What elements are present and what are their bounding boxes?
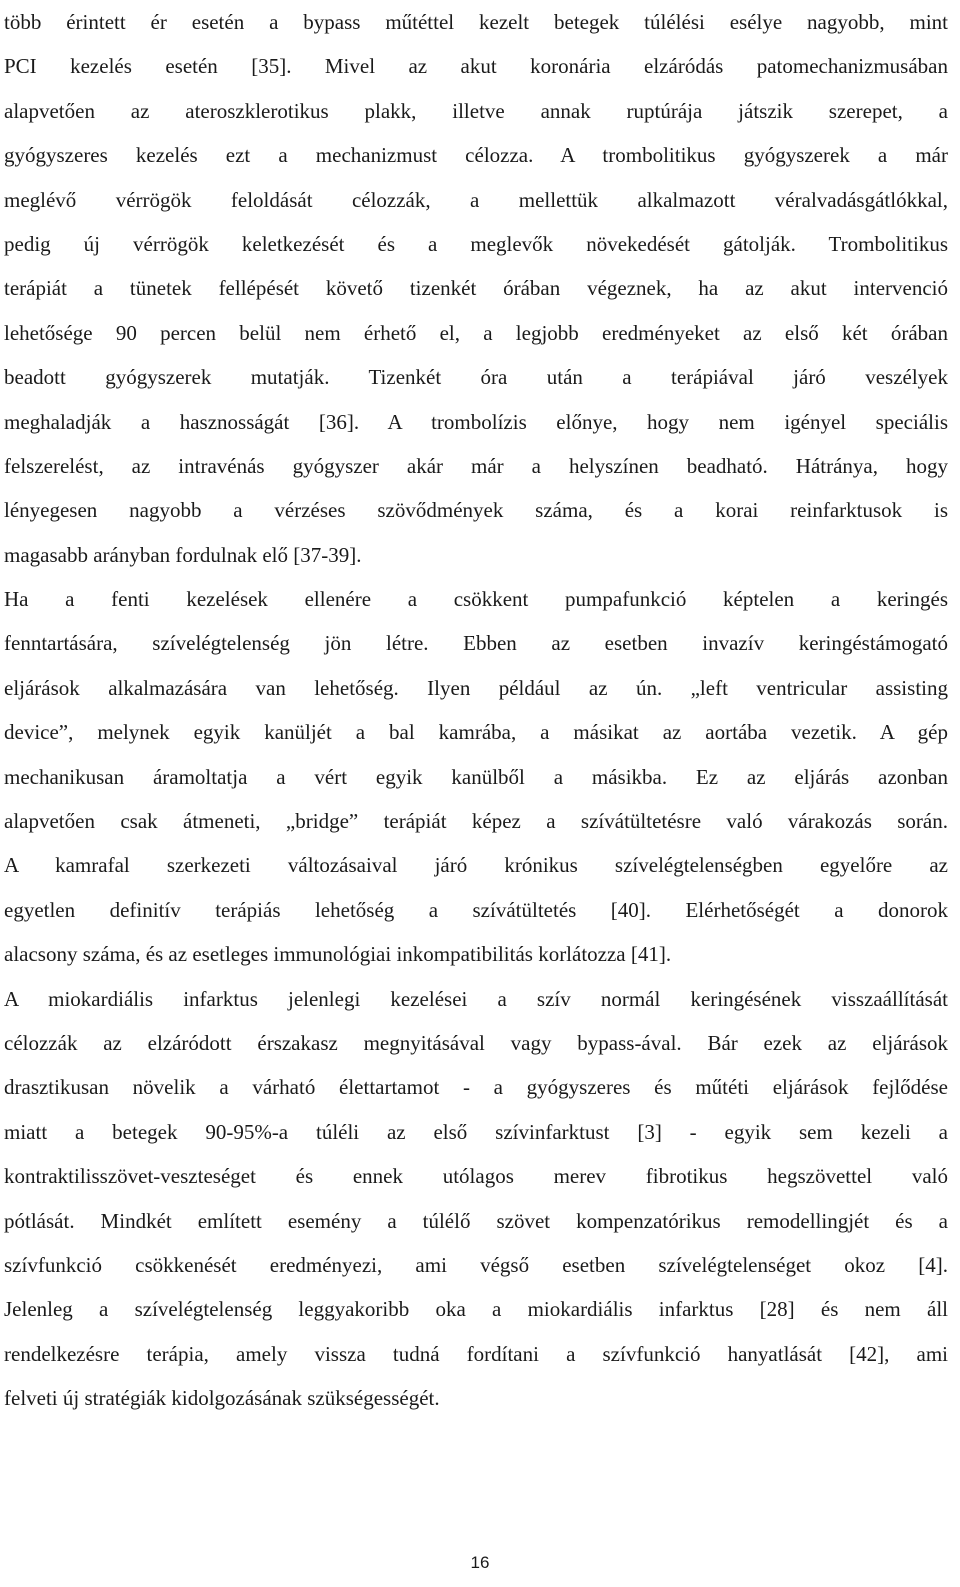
text-line: Jelenleg a szívelégtelenség leggyakoribb oka a miokardiális infarktus [28] és nem áll xyxy=(4,1297,948,1322)
text-line: drasztikusan növelik a várható élettartamot - a gyógyszeres és műtéti eljárások fejlődése xyxy=(4,1075,948,1100)
text-line: meglévő vérrögök feloldását célozzák, a mellettük alkalmazott véralvadásgátlókkal, xyxy=(4,187,948,212)
paragraph xyxy=(4,577,948,977)
text-line: magasabb arányban fordulnak elő [37-39]. xyxy=(4,542,362,567)
text-line: felveti új stratégiák kidolgozásának szükségességét. xyxy=(4,1386,440,1411)
text-line: mechanikusan áramoltatja a vért egyik kanülből a másikba. Ez az eljárás azonban xyxy=(4,764,948,789)
text-line: rendelkezésre terápia, amely vissza tudná fordítani a szívfunkció hanyatlását [42], ami xyxy=(4,1341,948,1366)
text-line: felszerelést, az intravénás gyógyszer akár már a helyszínen beadható. Hátránya, hogy xyxy=(4,453,948,478)
text-line: pótlását. Mindkét említett esemény a túlélő szövet kompenzatórikus remodellingjét és a xyxy=(4,1208,948,1233)
text-line: fenntartására, szívelégtelenség jön létre. Ebben az esetben invazív keringéstámogató xyxy=(4,631,948,656)
text-line: beadott gyógyszerek mutatják. Tizenkét óra után a terápiával járó veszélyek xyxy=(4,365,948,390)
text-line: több érintett ér esetén a bypass műtéttel kezelt betegek túlélési esélye nagyobb, mint xyxy=(4,10,948,34)
text-line: alacsony száma, és az esetleges immunológiai inkompatibilitás korlátozza [41]. xyxy=(4,942,672,967)
paragraph xyxy=(4,977,948,1421)
text-line: meghaladják a hasznosságát [36]. A trombolízis előnye, hogy nem igényel speciális xyxy=(4,409,948,434)
text-line: egyetlen definitív terápiás lehetőség a szívátültetés [40]. Elérhetőségét a donorok xyxy=(4,897,948,922)
text-line: pedig új vérrögök keletkezését és a meglevők növekedését gátolják. Trombolitikus xyxy=(4,231,948,256)
text-line: alapvetően az ateroszklerotikus plakk, illetve annak ruptúrája játszik szerepet, a xyxy=(4,98,948,123)
text-line: A miokardiális infarktus jelenlegi kezelései a szív normál keringésének visszaállítását xyxy=(4,986,948,1011)
paragraph xyxy=(4,0,948,577)
text-line: lehetősége 90 percen belül nem érhető el, a legjobb eredményeket az első két órában xyxy=(4,320,948,345)
body-text xyxy=(4,0,948,1421)
text-line: Ha a fenti kezelések ellenére a csökkent pumpafunkció képtelen a keringés xyxy=(4,587,948,612)
text-line: miatt a betegek 90-95%-a túléli az első szívinfarktust [3] - egyik sem kezeli a xyxy=(4,1119,948,1144)
page-number: 16 xyxy=(470,1553,490,1572)
text-line: device”, melynek egyik kanüljét a bal kamrába, a másikat az aortába vezetik. A gép xyxy=(4,720,948,745)
text-line: célozzák az elzáródott érszakasz megnyitásával vagy bypass-ával. Bár ezek az eljárások xyxy=(4,1030,948,1055)
text-line: A kamrafal szerkezeti változásaival járó krónikus szívelégtelenségben egyelőre az xyxy=(4,853,948,878)
text-line: terápiát a tünetek fellépését követő tizenkét órában végeznek, ha az akut intervenció xyxy=(4,276,948,301)
text-line: lényegesen nagyobb a vérzéses szövődmények száma, és a korai reinfarktusok is xyxy=(4,498,948,523)
text-line: PCI kezelés esetén [35]. Mivel az akut koronária elzáródás patomechanizmusában xyxy=(4,54,948,79)
text-line: alapvetően csak átmeneti, „bridge” terápiát képez a szívátültetésre való várakozás során. xyxy=(4,809,948,834)
text-line: szívfunkció csökkenését eredményezi, ami végső esetben szívelégtelenséget okoz [4]. xyxy=(4,1252,948,1277)
text-line: kontraktilisszövet-veszteséget és ennek utólagos merev fibrotikus hegszövettel való xyxy=(4,1164,948,1189)
text-line: gyógyszeres kezelés ezt a mechanizmust célozza. A trombolitikus gyógyszerek a már xyxy=(4,143,948,168)
text-line: eljárások alkalmazására van lehetőség. Ilyen például az ún. „left ventricular assisting xyxy=(4,675,948,700)
